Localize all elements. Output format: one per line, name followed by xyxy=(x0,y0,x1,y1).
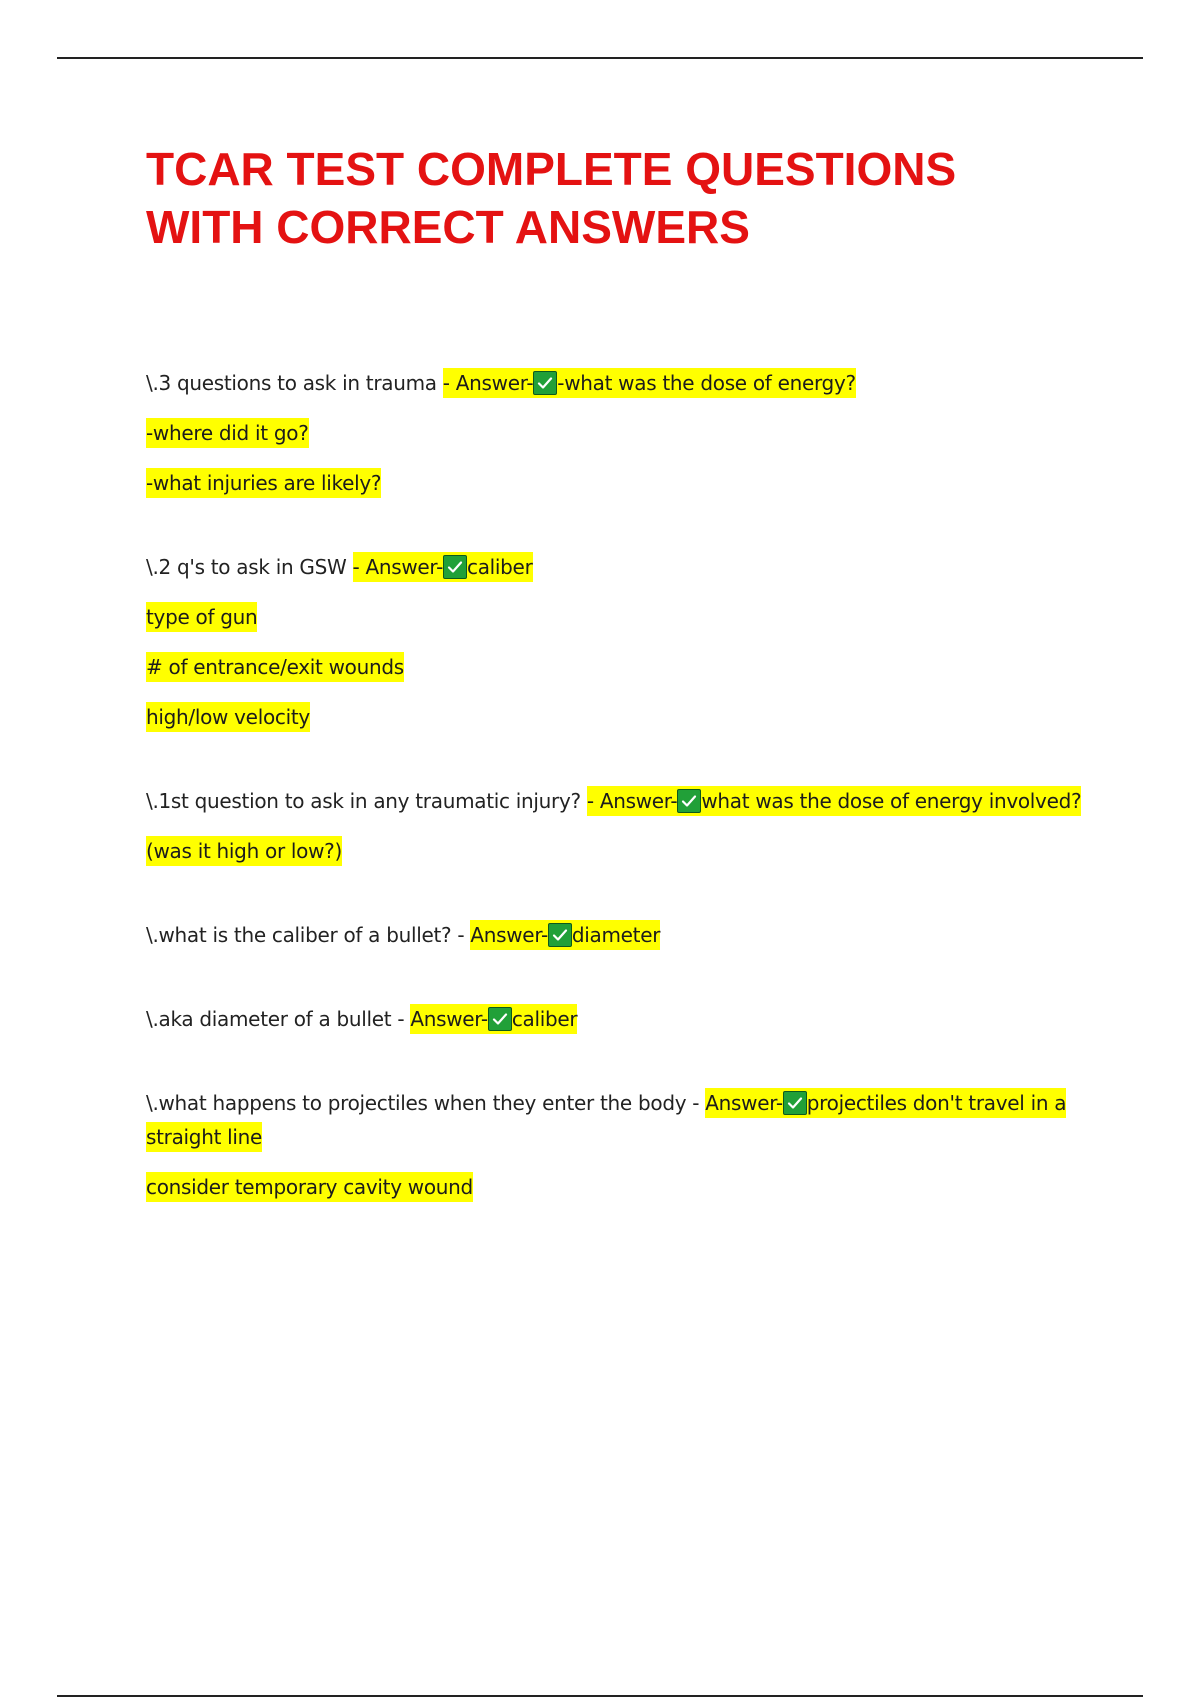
check-icon xyxy=(488,1007,512,1031)
question-text: \.aka diameter of a bullet - xyxy=(146,1007,411,1031)
answer-text: high/low velocity xyxy=(146,702,310,732)
answer-marker: - Answer- xyxy=(587,786,677,816)
check-icon xyxy=(677,789,701,813)
qa-item xyxy=(146,1002,1106,1036)
question-text: \.3 questions to ask in trauma xyxy=(146,371,443,395)
answer-text: projectiles don't travel in a straight line xyxy=(146,1088,1066,1152)
document-title xyxy=(146,140,1106,256)
title-line-1: TCAR TEST COMPLETE QUESTIONS xyxy=(146,143,957,195)
check-icon xyxy=(443,555,467,579)
qa-item xyxy=(146,784,1106,868)
qa-first-line xyxy=(146,366,1106,400)
qa-first-line xyxy=(146,1002,1106,1036)
answer-text: caliber xyxy=(467,552,533,582)
answer-line xyxy=(146,834,1106,868)
answer-marker: - Answer- xyxy=(443,368,533,398)
answer-text: type of gun xyxy=(146,602,257,632)
answer-line xyxy=(146,600,1106,634)
answer-line xyxy=(146,700,1106,734)
qa-list xyxy=(146,366,1106,1220)
question-text: \.what is the caliber of a bullet? - xyxy=(146,923,471,947)
qa-first-line xyxy=(146,1086,1106,1154)
answer-line xyxy=(146,1170,1106,1204)
answer-marker: Answer- xyxy=(410,1004,488,1034)
qa-item xyxy=(146,550,1106,734)
qa-first-line xyxy=(146,918,1106,952)
question-text: \.1st question to ask in any traumatic injury? xyxy=(146,789,587,813)
answer-text: caliber xyxy=(512,1004,578,1034)
qa-item xyxy=(146,1086,1106,1204)
check-icon xyxy=(533,371,557,395)
answer-text: -what injuries are likely? xyxy=(146,468,381,498)
header-rule xyxy=(57,57,1143,59)
answer-line xyxy=(146,650,1106,684)
answer-text: -what was the dose of energy? xyxy=(557,368,856,398)
qa-item xyxy=(146,366,1106,500)
qa-item xyxy=(146,918,1106,952)
answer-text: # of entrance/exit wounds xyxy=(146,652,404,682)
answer-marker: Answer- xyxy=(705,1088,783,1118)
answer-text: what was the dose of energy involved? xyxy=(701,786,1081,816)
answer-marker: Answer- xyxy=(470,920,548,950)
question-text: \.2 q's to ask in GSW xyxy=(146,555,353,579)
answer-text: diameter xyxy=(572,920,660,950)
answer-marker: - Answer- xyxy=(353,552,443,582)
answer-text: consider temporary cavity wound xyxy=(146,1172,473,1202)
answer-text: -where did it go? xyxy=(146,418,309,448)
qa-first-line xyxy=(146,784,1106,818)
answer-text: (was it high or low?) xyxy=(146,836,342,866)
answer-line xyxy=(146,416,1106,450)
question-text: \.what happens to projectiles when they enter the body - xyxy=(146,1091,706,1115)
title-line-2: WITH CORRECT ANSWERS xyxy=(146,201,750,253)
check-icon xyxy=(548,923,572,947)
check-icon xyxy=(783,1091,807,1115)
answer-line xyxy=(146,466,1106,500)
qa-first-line xyxy=(146,550,1106,584)
footer-rule xyxy=(57,1695,1143,1697)
